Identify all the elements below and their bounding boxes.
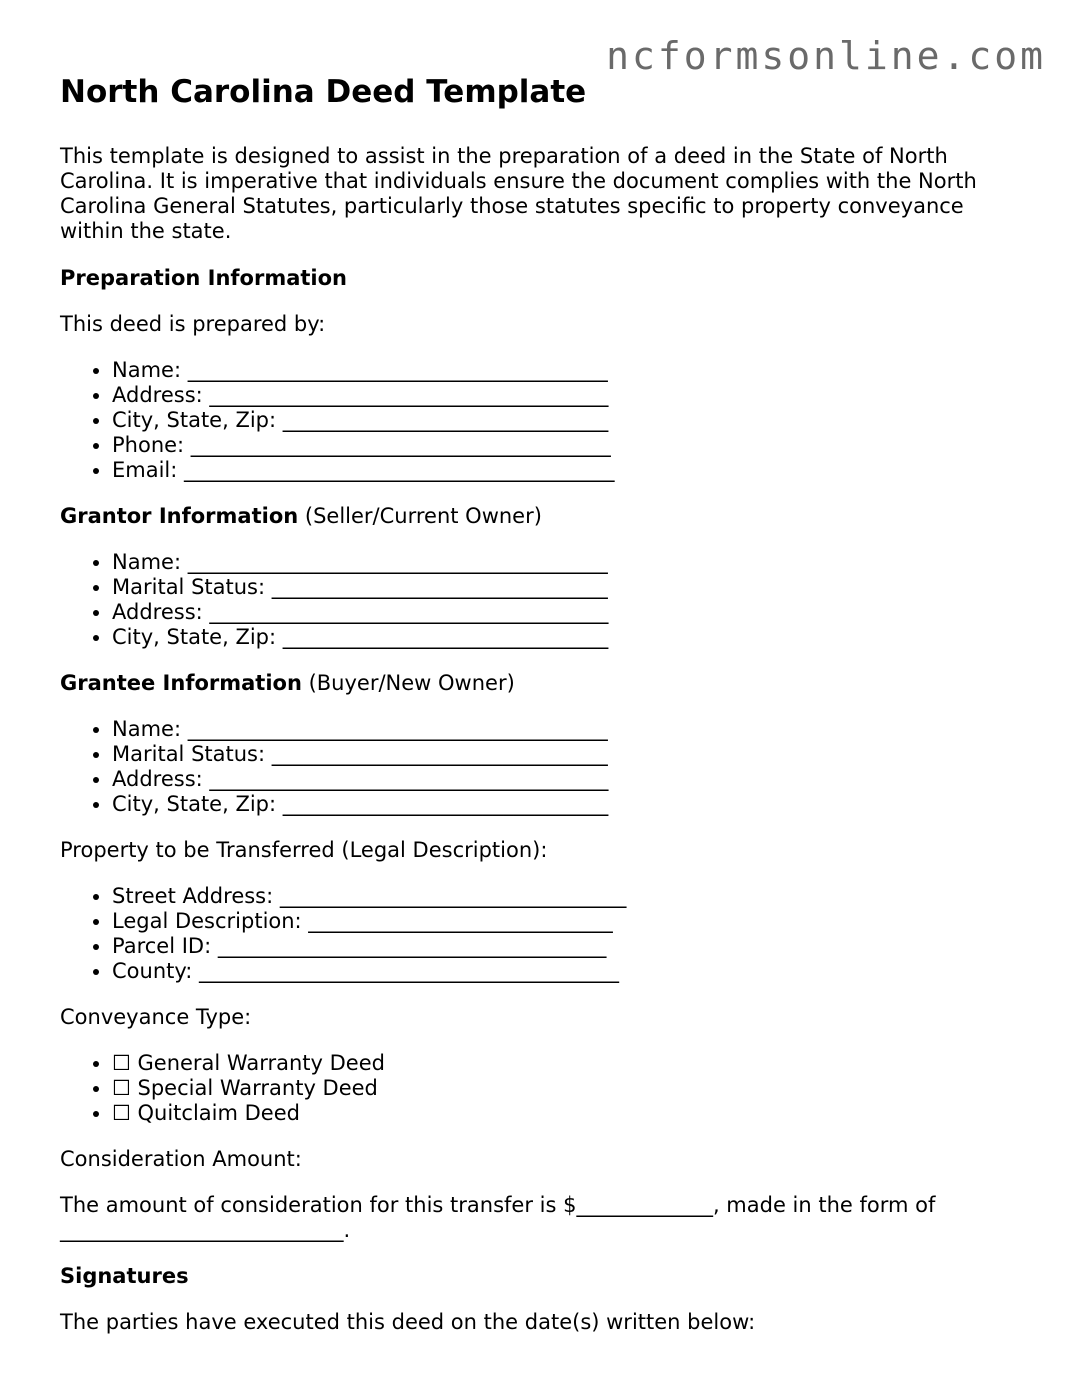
list-item[interactable]: • Address: ______________________________________ [112,600,1020,625]
intro-paragraph: This template is designed to assist in the preparation of a deed in the State of North Carolina. It is imperative that individuals ensure the document complies with the North Carolina General Statutes, particularly those statutes specific to property conveyance within the state. [60,144,977,243]
special-warranty-checkbox[interactable]: • ☐ Special Warranty Deed [112,1076,1020,1101]
list-item[interactable]: • Address: ______________________________________ [112,383,1020,408]
grantor-heading: Grantor Information (Seller/Current Owner) [60,504,542,528]
preparation-heading: Preparation Information [60,266,347,290]
list-item[interactable]: • Email: _________________________________________ [112,458,1020,483]
deed-document [60,72,1020,1356]
list-item[interactable]: • Name: ________________________________________ [112,358,1020,383]
general-warranty-checkbox[interactable]: • ☐ General Warranty Deed [112,1051,1020,1076]
page-title: North Carolina Deed Template [60,74,587,110]
list-item[interactable]: • Name: ________________________________________ [112,717,1020,742]
list-item[interactable]: • Marital Status: ________________________________ [112,742,1020,767]
list-item[interactable]: • County: ________________________________________ [112,959,1020,984]
property-list [60,884,1020,984]
list-item[interactable]: • City, State, Zip: _______________________________ [112,625,1020,650]
grantee-heading: Grantee Information (Buyer/New Owner) [60,671,515,695]
list-item[interactable]: • Street Address: _________________________________ [112,884,1020,909]
conveyance-list [60,1051,1020,1126]
quitclaim-checkbox[interactable]: • ☐ Quitclaim Deed [112,1101,1020,1126]
conveyance-lead: Conveyance Type: [60,1005,252,1029]
list-item[interactable]: • Parcel ID: _____________________________________ [112,934,1020,959]
list-item[interactable]: • City, State, Zip: _______________________________ [112,792,1020,817]
grantee-list [60,717,1020,817]
property-lead: Property to be Transferred (Legal Description): [60,838,548,862]
site-watermark: ncformsonline.com [606,34,1046,78]
consideration-lead: Consideration Amount: [60,1147,302,1171]
signatures-heading: Signatures [60,1264,189,1288]
grantor-note: (Seller/Current Owner) [298,504,542,528]
list-item[interactable]: • Phone: ________________________________________ [112,433,1020,458]
list-item[interactable]: • City, State, Zip: _______________________________ [112,408,1020,433]
grantee-note: (Buyer/New Owner) [301,671,515,695]
list-item[interactable]: • Address: ______________________________________ [112,767,1020,792]
list-item[interactable]: • Name: ________________________________________ [112,550,1020,575]
list-item[interactable]: • Marital Status: ________________________________ [112,575,1020,600]
grantor-list [60,550,1020,650]
preparation-list [60,358,1020,483]
preparation-lead: This deed is prepared by: [60,312,326,336]
list-item[interactable]: • Legal Description: _____________________________ [112,909,1020,934]
consideration-text[interactable]: The amount of consideration for this transfer is $_____________, made in the form of ___________________________. [60,1193,936,1242]
signatures-text: The parties have executed this deed on the date(s) written below: [60,1310,756,1334]
